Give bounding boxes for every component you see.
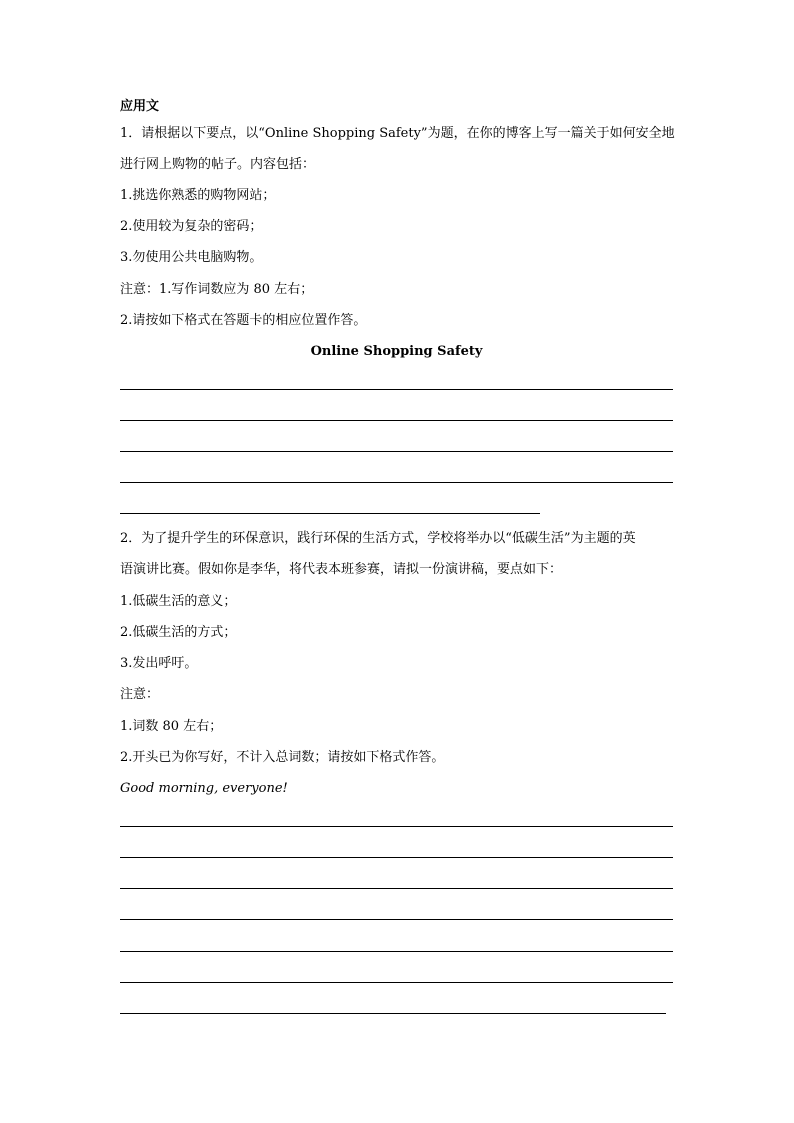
- q1-essay-title: Online Shopping Safety: [310, 344, 483, 359]
- q2-prompt-line-2: 语演讲比赛。假如你是李华，将代表本班参赛，请拟一份演讲稿，要点如下：: [120, 562, 563, 577]
- q2-answer-line-3[interactable]: [120, 888, 673, 889]
- q2-note-label: 注意：: [120, 687, 160, 702]
- q2-point-2: 2.低碳生活的方式；: [120, 625, 237, 640]
- q1-prompt-line-1: 1．请根据以下要点，以“Online Shopping Safety”为题，在你的博客上写一篇关于如何安全地: [120, 126, 675, 141]
- q1-answer-line-2[interactable]: [120, 420, 673, 421]
- q2-answer-line-6[interactable]: [120, 982, 673, 983]
- q2-prompt-line-1: 2．为了提升学生的环保意识，践行环保的生活方式，学校将举办以“低碳生活”为主题的英: [120, 531, 636, 546]
- q2-answer-line-7[interactable]: [120, 1013, 666, 1014]
- q2-answer-line-1[interactable]: [120, 826, 673, 827]
- q2-answer-line-4[interactable]: [120, 919, 673, 920]
- q2-point-1: 1.低碳生活的意义；: [120, 594, 237, 609]
- q2-point-3: 3.发出呼吁。: [120, 656, 198, 671]
- q1-answer-line-3[interactable]: [120, 451, 673, 452]
- q1-answer-line-4[interactable]: [120, 482, 673, 483]
- q1-note-2: 2.请按如下格式在答题卡的相应位置作答。: [120, 313, 367, 328]
- q1-point-1: 1.挑选你熟悉的购物网站；: [120, 188, 276, 203]
- q2-speech-opening: Good morning, everyone!: [120, 781, 288, 796]
- q1-note-1: 注意：1.写作词数应为 80 左右；: [120, 282, 314, 297]
- q1-point-2: 2.使用较为复杂的密码；: [120, 219, 263, 234]
- q1-answer-line-5[interactable]: [120, 513, 540, 514]
- section-title: 应用文: [120, 99, 160, 114]
- q2-answer-line-2[interactable]: [120, 857, 673, 858]
- q2-note-1: 1.词数 80 左右；: [120, 719, 223, 734]
- q1-point-3: 3.勿使用公共电脑购物。: [120, 250, 263, 265]
- q2-answer-line-5[interactable]: [120, 951, 673, 952]
- q1-answer-line-1[interactable]: [120, 389, 673, 390]
- q2-note-2: 2.开头已为你写好，不计入总词数；请按如下格式作答。: [120, 750, 445, 765]
- q1-prompt-line-2: 进行网上购物的帖子。内容包括：: [120, 157, 316, 172]
